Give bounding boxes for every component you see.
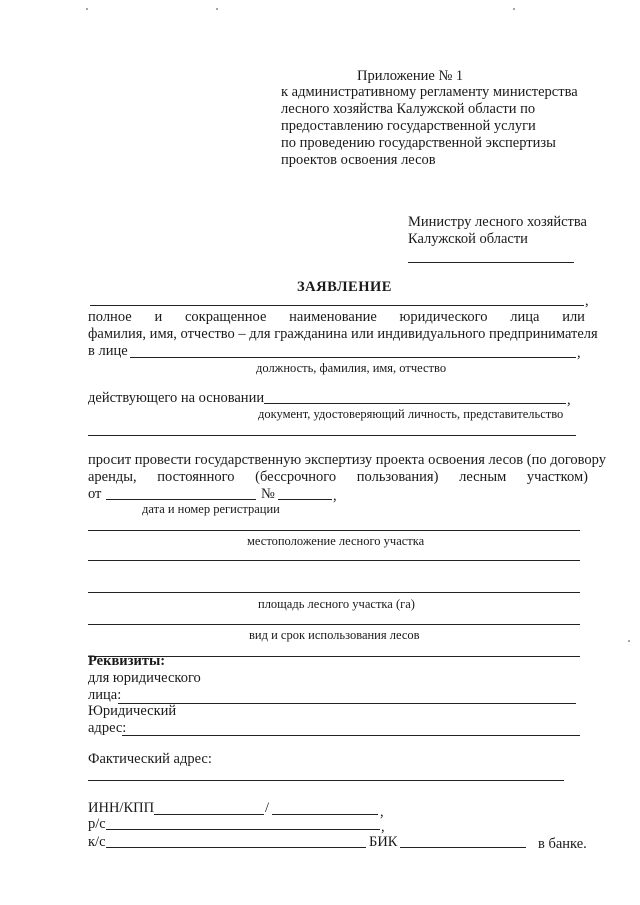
document-title: ЗАЯВЛЕНИЕ xyxy=(297,279,392,295)
request-word: аренды, xyxy=(88,469,137,485)
rs-line xyxy=(106,829,380,830)
inn-label: ИНН/КПП xyxy=(88,800,155,816)
request-word: постоянного xyxy=(157,469,235,485)
reg-number-line xyxy=(278,499,332,500)
applicant-comma: , xyxy=(585,293,589,309)
legal-entity-line-2: лица: xyxy=(88,687,122,703)
ks-label: к/с xyxy=(88,834,106,850)
inn-line xyxy=(154,814,264,815)
applicant-caption-line-1 xyxy=(88,309,585,326)
inn-comma: , xyxy=(380,804,384,820)
legal-address-line-2: адрес: xyxy=(88,720,127,736)
addressee-blank-line xyxy=(408,262,574,263)
request-word: лесным xyxy=(459,469,507,485)
reg-date-line xyxy=(106,499,256,500)
scan-speck xyxy=(513,8,515,10)
basis-label: действующего на основании xyxy=(88,390,265,406)
usage-caption: вид и срок использования лесов xyxy=(249,628,420,642)
request-word: участком) xyxy=(526,469,588,485)
in-person-label: в лице xyxy=(88,343,128,359)
basis-caption: документ, удостоверяющий личность, представительство xyxy=(258,407,564,421)
applicant-caption-line-2: фамилия, имя, отчество – для гражданина или индивидуального предпринимателя xyxy=(88,326,598,342)
appendix-title: Приложение № 1 xyxy=(357,68,464,84)
request-word: (бессрочного xyxy=(255,469,337,485)
kpp-line xyxy=(272,814,378,815)
actual-address-label: Фактический адрес: xyxy=(88,751,212,767)
appendix-line-2: лесного хозяйства Калужской области по xyxy=(281,101,536,117)
location-line-2 xyxy=(88,560,580,561)
legal-entity-line-1: для юридического xyxy=(88,670,201,686)
area-caption: площадь лесного участка (га) xyxy=(258,597,415,611)
basis-line xyxy=(264,403,566,404)
location-line-1 xyxy=(88,530,580,531)
ks-line xyxy=(106,847,366,848)
bik-line xyxy=(400,847,526,848)
basis-comma: , xyxy=(567,392,571,408)
requisites-heading: Реквизиты: xyxy=(88,653,166,669)
location-caption: местоположение лесного участка xyxy=(247,534,425,548)
legal-address-line xyxy=(122,735,580,736)
reg-comma: , xyxy=(333,488,337,504)
addressee-line-2: Калужской области xyxy=(408,231,528,247)
caption-word: и xyxy=(154,309,163,325)
appendix-line-4: по проведению государственной экспертизы xyxy=(281,135,556,151)
request-line-1: просит провести государственную экспертизу проекта освоения лесов (по договору xyxy=(88,452,606,468)
appendix-line-1: к административному регламенту министерства xyxy=(281,84,578,100)
area-line xyxy=(88,592,580,593)
scan-speck xyxy=(86,8,88,10)
caption-word: или xyxy=(562,309,585,325)
addressee-line-1: Министру лесного хозяйства xyxy=(408,214,587,230)
reg-caption: дата и номер регистрации xyxy=(142,502,280,516)
appendix-line-5: проектов освоения лесов xyxy=(281,152,436,168)
rs-label: р/с xyxy=(88,816,106,832)
reg-number-label: № xyxy=(261,486,275,502)
in-person-comma: , xyxy=(577,345,581,361)
caption-word: полное xyxy=(88,309,132,325)
legal-entity-line xyxy=(118,703,576,704)
scan-speck xyxy=(628,640,630,642)
request-line-2 xyxy=(88,469,588,486)
appendix-line-3: предоставлению государственной услуги xyxy=(281,118,536,134)
request-word: пользования) xyxy=(356,469,439,485)
position-caption: должность, фамилия, имя, отчество xyxy=(256,361,447,375)
actual-address-line xyxy=(88,780,564,781)
from-label: от xyxy=(88,486,102,502)
in-bank-label: в банке. xyxy=(538,836,587,852)
rs-comma: , xyxy=(381,819,385,835)
legal-address-line-1: Юридический xyxy=(88,703,177,719)
in-person-line xyxy=(130,357,576,358)
scan-speck xyxy=(216,8,218,10)
bik-label: БИК xyxy=(369,834,398,850)
caption-word: сокращенное xyxy=(184,309,267,325)
usage-line xyxy=(88,624,580,625)
caption-word: юридического xyxy=(399,309,488,325)
inn-slash: / xyxy=(265,800,270,816)
applicant-name-line xyxy=(90,305,584,306)
caption-word: наименование xyxy=(289,309,377,325)
caption-word: лица xyxy=(510,309,540,325)
basis-extra-line xyxy=(88,435,576,436)
